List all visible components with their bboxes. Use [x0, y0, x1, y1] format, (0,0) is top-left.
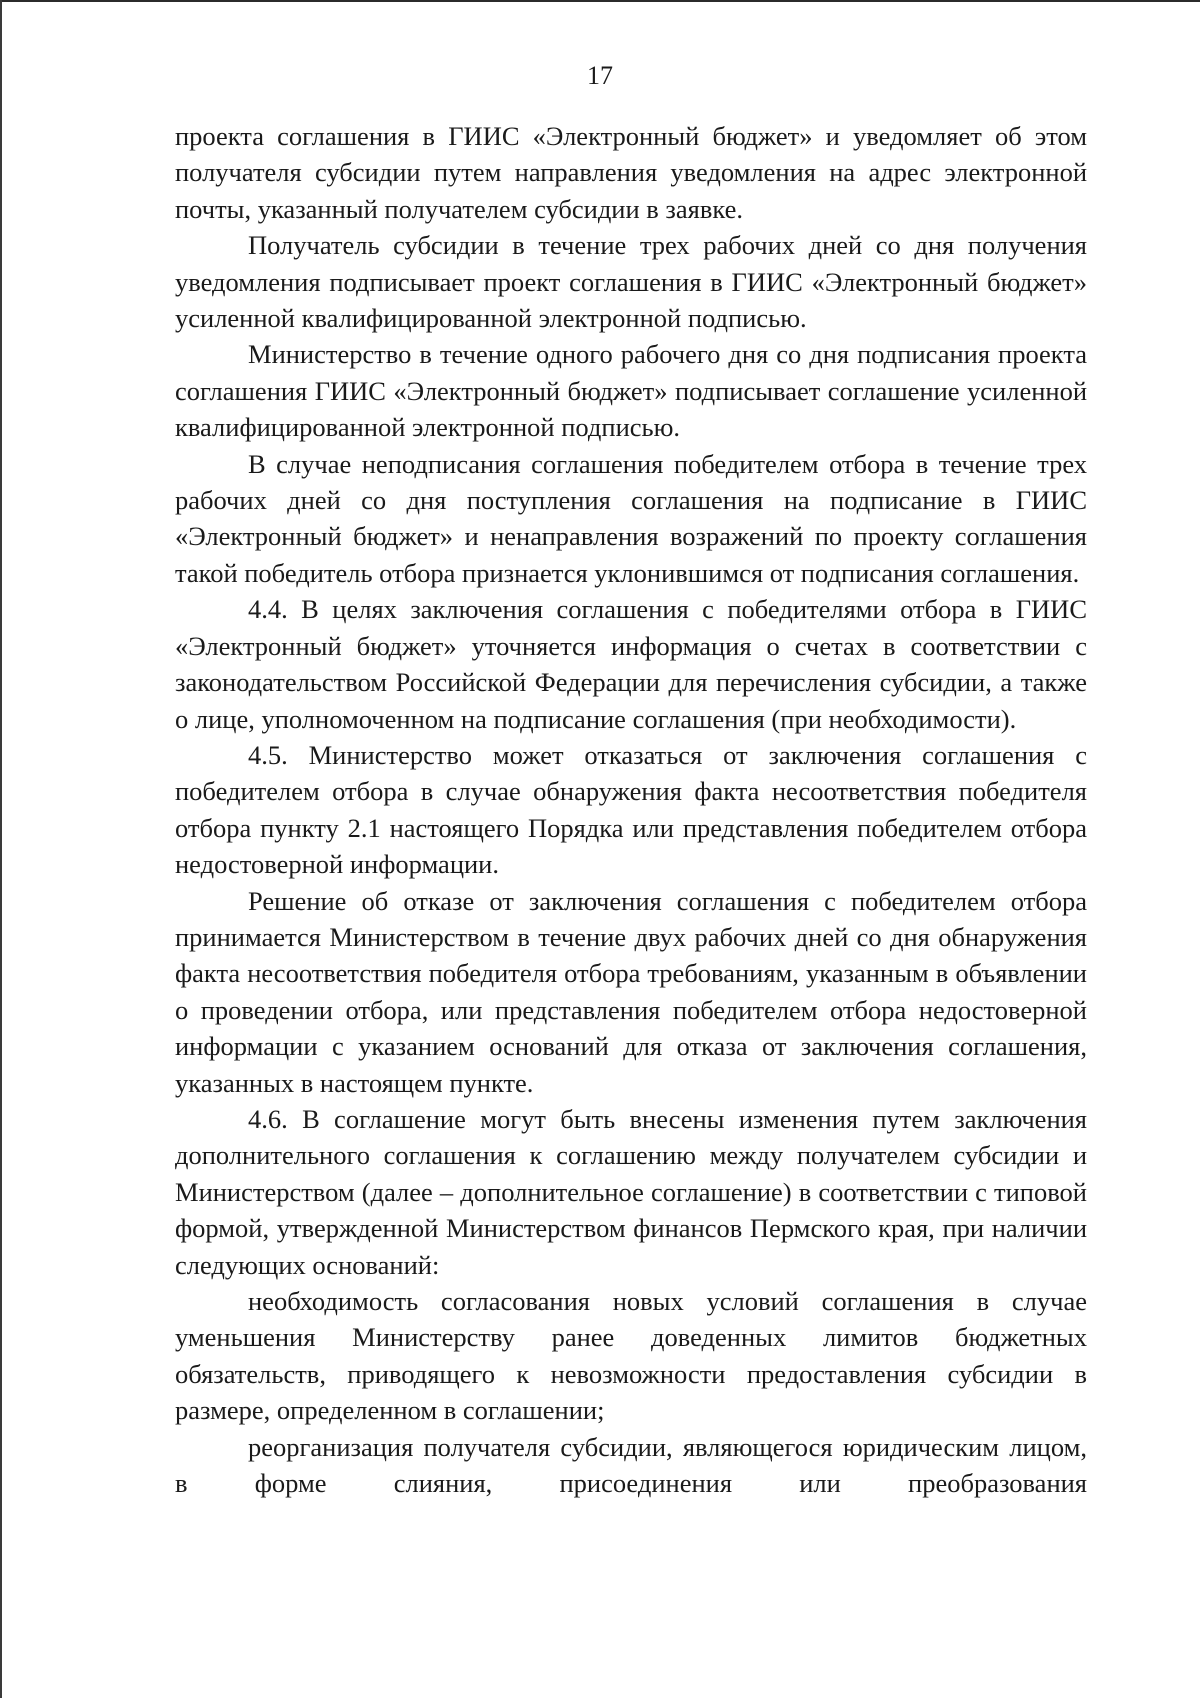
paragraph: Получатель субсидии в течение трех рабочих дней со дня получения уведомления подписывает проект соглашения в ГИИС «Электронный бюджет» усиленной квалифицированной электронной подписью. [175, 230, 1087, 334]
document-body [175, 118, 1087, 1501]
paragraph: Решение об отказе от заключения соглашения с победителем отбора принимается Министерством в течение двух рабочих дней со дня обнаружения факта несоответствия победителя отбора требованиям, указанным в объявлении о проведении отбора, или представления победителем отбора недостоверной информации с указанием оснований для отказа от заключения соглашения, указанных в настоящем пункте. [175, 885, 1087, 1098]
scan-edge-left [0, 0, 2, 1698]
page-number: 17 [587, 61, 613, 90]
paragraph: реорганизация получателя субсидии, являющегося юридическим лицом, в форме слияния, присоединения или преобразования [175, 1431, 1087, 1499]
paragraph: 4.4. В целях заключения соглашения с победителями отбора в ГИИС «Электронный бюджет» уточняется информация о счетах в соответствии с законодательством Российской Федерации для перечисления субсидии, а также о лице, уполномоченном на подписание соглашения (при необходимости). [175, 594, 1087, 734]
scan-edge-top [0, 0, 1200, 2]
paragraph: В случае неподписания соглашения победителем отбора в течение трех рабочих дней со дня поступления соглашения на подписание в ГИИС «Электронный бюджет» и ненаправления возражений по проекту соглашения такой победитель отбора признается уклонившимся от подписания соглашения. [175, 448, 1087, 588]
paragraph: Министерство в течение одного рабочего дня со дня подписания проекта соглашения ГИИС «Электронный бюджет» подписывает соглашение усиленной квалифицированной электронной подписью. [175, 339, 1087, 443]
paragraph: 4.5. Министерство может отказаться от заключения соглашения с победителем отбора в случае обнаружения факта несоответствия победителя отбора пункту 2.1 настоящего Порядка или представления победителем отбора недостоверной информации. [175, 739, 1087, 880]
paragraph: необходимость согласования новых условий соглашения в случае уменьшения Министерству ранее доведенных лимитов бюджетных обязательств, приводящего к невозможности предоставления субсидии в размере, определенном в соглашении; [175, 1286, 1087, 1426]
paragraph: 4.6. В соглашение могут быть внесены изменения путем заключения дополнительного соглашения к соглашению между получателем субсидии и Министерством (далее – дополнительное соглашение) в соответствии с типовой формой, утвержденной Министерством финансов Пермского края, при наличии следующих оснований: [175, 1103, 1087, 1280]
paragraph: проекта соглашения в ГИИС «Электронный бюджет» и уведомляет об этом получателя субсидии путем направления уведомления на адрес электронной почты, указанный получателем субсидии в заявке. [175, 121, 1087, 224]
